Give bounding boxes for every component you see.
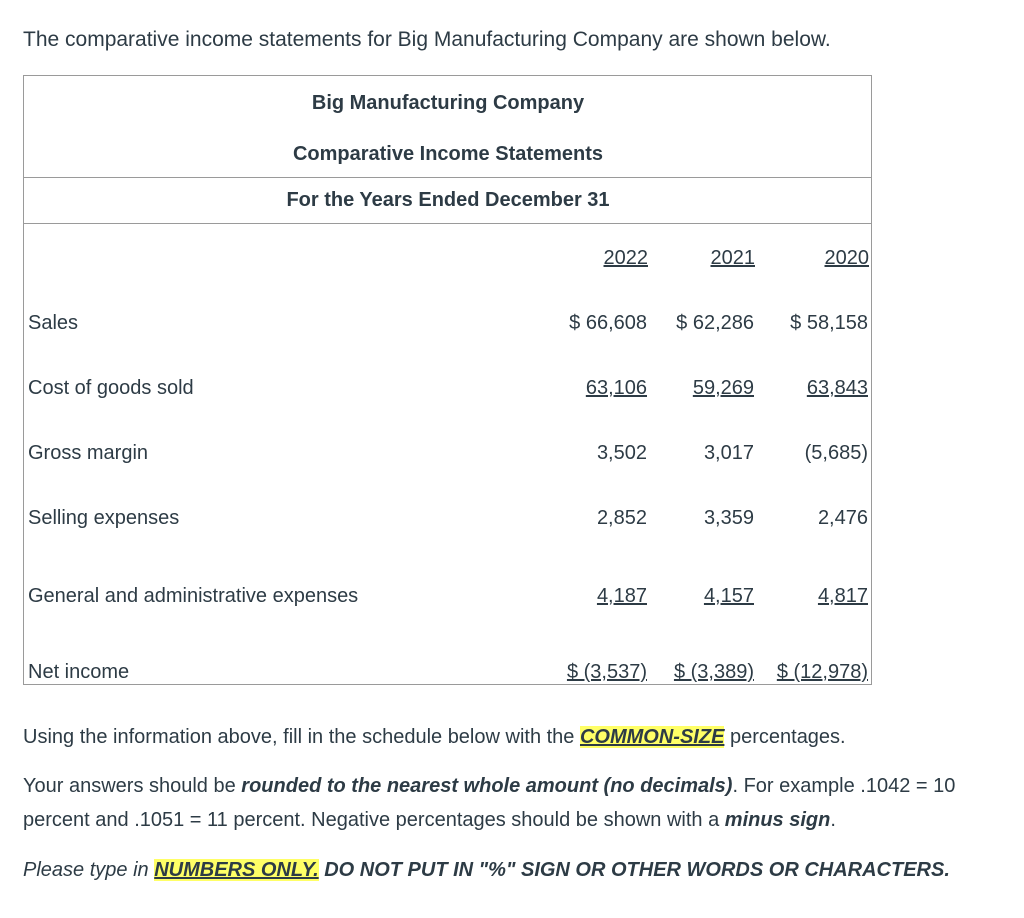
numbers-only-highlight: NUMBERS ONLY.: [154, 859, 319, 881]
instruction-rounding: Your answers should be rounded to the nearest whole amount (no decimals). For example .1042 = 10 percent and .1051 = 11 percent. Negative percentages should be shown with a minus sign.: [23, 775, 956, 831]
year-header-2020: 2020: [824, 247, 869, 269]
general-admin-2021: 4,157: [703, 585, 754, 607]
general-admin-2020: 4,817: [817, 585, 868, 607]
statement-period: For the Years Ended December 31: [286, 189, 610, 211]
cogs-2020: 63,843: [806, 377, 868, 399]
net-income-2020: $ (12,978): [776, 661, 868, 683]
gross-margin-2021: 3,017: [703, 442, 754, 464]
cogs-2022: 63,106: [585, 377, 647, 399]
selling-2021: 3,359: [703, 507, 754, 529]
instruction-common-size: Using the information above, fill in the schedule below with the COMMON-SIZE percentages.: [23, 726, 846, 748]
year-header-2022: 2022: [603, 247, 648, 269]
income-statement-table: [23, 75, 872, 685]
gross-margin-2020: (5,685): [804, 442, 868, 464]
statement-title: Comparative Income Statements: [292, 143, 604, 165]
gross-margin-2022: 3,502: [596, 442, 647, 464]
divider: [24, 223, 871, 224]
company-name: Big Manufacturing Company: [311, 92, 585, 114]
row-label-gross-margin: Gross margin: [28, 442, 149, 464]
general-admin-2022: 4,187: [596, 585, 647, 607]
divider: [24, 177, 871, 178]
net-income-2022: $ (3,537): [566, 661, 647, 683]
selling-2022: 2,852: [596, 507, 647, 529]
cogs-2021: 59,269: [692, 377, 754, 399]
row-label-net-income: Net income: [28, 661, 130, 683]
sales-2022: $ 66,608: [569, 312, 647, 334]
year-header-2021: 2021: [710, 247, 755, 269]
net-income-2021: $ (3,389): [673, 661, 754, 683]
row-label-general-admin: General and administrative expenses: [28, 585, 359, 607]
sales-2021: $ 62,286: [676, 312, 754, 334]
sales-2020: $ 58,158: [790, 312, 868, 334]
intro-text: The comparative income statements for Big Manufacturing Company are shown below.: [23, 28, 831, 51]
row-label-cogs: Cost of goods sold: [28, 377, 194, 399]
selling-2020: 2,476: [817, 507, 868, 529]
row-label-selling-expenses: Selling expenses: [28, 507, 180, 529]
instruction-numbers-only: Please type in NUMBERS ONLY. DO NOT PUT IN "%" SIGN OR OTHER WORDS OR CHARACTERS.: [23, 859, 950, 881]
common-size-highlight: COMMON-SIZE: [579, 726, 725, 748]
row-label-sales: Sales: [28, 312, 79, 334]
